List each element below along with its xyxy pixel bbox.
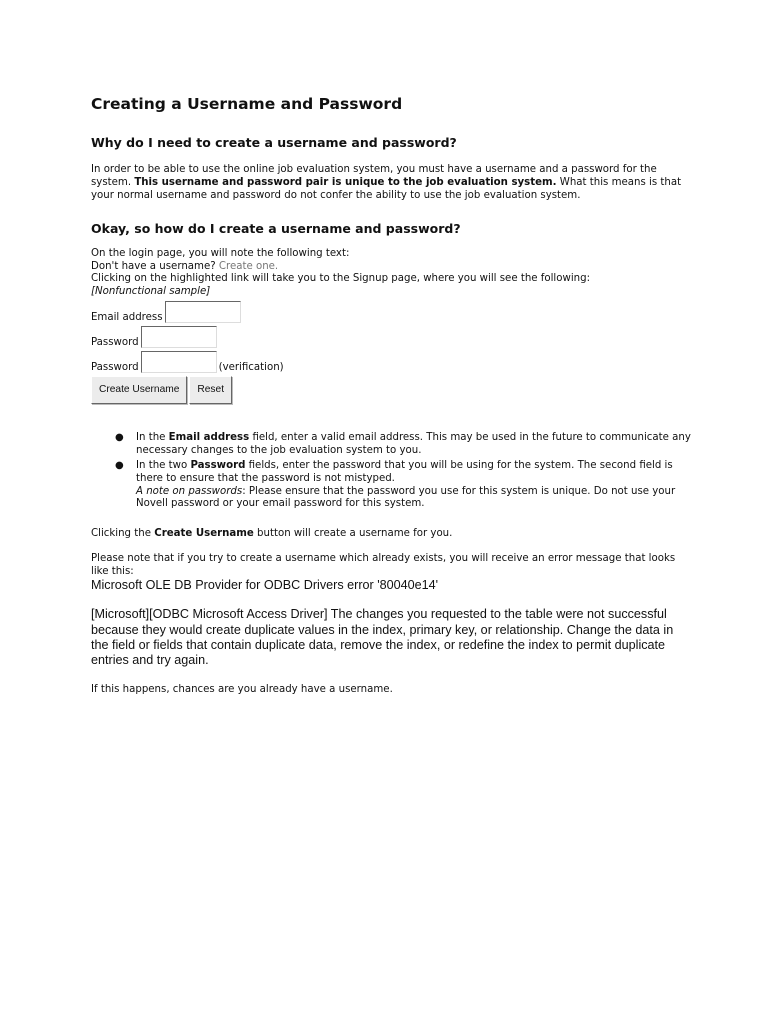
intro-text-a: In order to be able to use the online job evaluation system, you must have a username and a password for the system. bbox=[91, 164, 657, 188]
form-buttons bbox=[91, 376, 691, 404]
list-item: ● In the two Password fields, enter the password that you will be using for the system. The second field is there to ensure that the password is not mistyped. A note on passwords: Please ensure that the password you use for this system is unique. Do not use your Novell password or your email password for this system. bbox=[115, 459, 676, 510]
verification-note: (verification) bbox=[218, 362, 284, 374]
clicking-paragraph: Clicking the Create Username button will create a username for you. bbox=[91, 528, 453, 540]
error-message: [Microsoft][ODBC Microsoft Access Driver] The changes you requested to the table were not successful because they would create duplicate values in the index, primary key, or relationship. Change the data in the field or fields that contain duplicate data, remove the index, or redefine the index to permit duplicate entries and try again. bbox=[91, 607, 674, 667]
signup-prompt bbox=[91, 261, 691, 274]
sample-label: [Nonfunctional sample] bbox=[91, 285, 211, 297]
email-label: Email address bbox=[91, 312, 163, 324]
create-username-button[interactable]: Create Username bbox=[91, 376, 187, 404]
page-title: Creating a Username and Password bbox=[91, 95, 403, 113]
reset-button[interactable]: Reset bbox=[189, 376, 232, 404]
section-heading-how: Okay, so how do I create a username and password? bbox=[91, 221, 461, 236]
password-verify-label: Password bbox=[91, 362, 139, 374]
list-item: ● In the Email address field, enter a valid email address. This may be used in the future to communicate any necessary changes to the job evaluation system to you. bbox=[115, 432, 691, 457]
bullet-icon: ● bbox=[115, 432, 124, 444]
email-row bbox=[91, 298, 691, 323]
document-page bbox=[91, 94, 691, 696]
error-code-line: Microsoft OLE DB Provider for ODBC Drivers error '80040e14' bbox=[91, 578, 439, 593]
signup-explanation: Clicking on the highlighted link will take you to the Signup page, where you will see the following: bbox=[91, 273, 591, 285]
duplicate-note: Please note that if you try to create a username which already exists, you will receive an error message that looks like this: bbox=[91, 553, 676, 578]
password-verify-row bbox=[91, 348, 691, 373]
intro-paragraph bbox=[91, 163, 691, 202]
signup-prompt-text: Don't have a username? bbox=[91, 260, 216, 272]
password-verify-field[interactable] bbox=[141, 351, 217, 373]
bullet-icon: ● bbox=[115, 459, 124, 471]
password-label: Password bbox=[91, 337, 139, 349]
login-note: On the login page, you will note the following text: bbox=[91, 248, 350, 259]
create-one-link[interactable]: Create one. bbox=[218, 260, 279, 272]
email-field[interactable] bbox=[165, 301, 241, 323]
intro-text-b: What this means is that your normal username and password do not confer the ability to use the job evaluation system. bbox=[91, 177, 682, 201]
signup-form-sample bbox=[91, 298, 691, 404]
instructions-list bbox=[91, 432, 691, 511]
final-note: If this happens, chances are you already have a username. bbox=[91, 684, 393, 696]
password-row bbox=[91, 323, 691, 348]
password-field[interactable] bbox=[141, 326, 217, 348]
intro-text-bold: This username and password pair is unique to the job evaluation system. bbox=[134, 177, 557, 188]
section-heading-why: Why do I need to create a username and password? bbox=[91, 135, 457, 150]
